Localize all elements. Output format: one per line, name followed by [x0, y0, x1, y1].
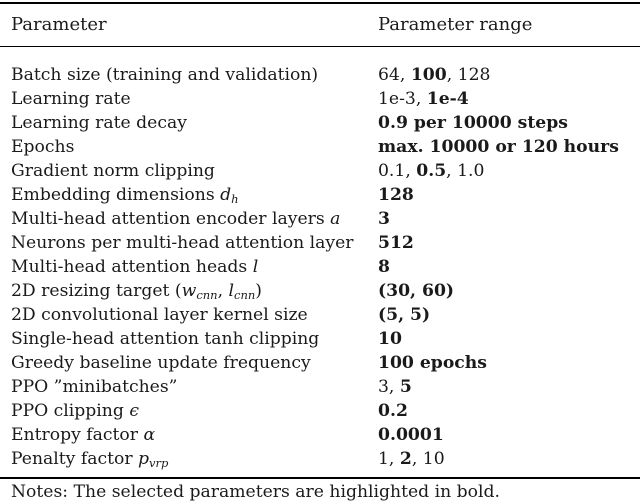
parameter-name — [11, 351, 311, 375]
selected-value: 0.0001 — [378, 425, 444, 445]
table-row — [0, 303, 640, 327]
parameter-label: Neurons per multi-head attention layer — [11, 233, 354, 253]
range-value: 1, — [378, 449, 400, 469]
parameter-label: Greedy baseline update frequency — [11, 353, 311, 373]
parameter-range — [378, 63, 490, 87]
table-row — [0, 183, 640, 207]
table-row — [0, 327, 640, 351]
parameter-symbol: l — [252, 257, 259, 277]
selected-value: 100 — [410, 65, 447, 85]
selected-value: 0.2 — [378, 401, 408, 421]
table-row — [0, 255, 640, 279]
range-value: , 128 — [446, 65, 491, 85]
parameter-range — [378, 279, 454, 303]
table-row — [0, 63, 640, 87]
table-row — [0, 447, 640, 471]
header-parameter: Parameter — [11, 14, 107, 35]
parameter-name — [11, 423, 155, 447]
header-parameter-range: Parameter range — [378, 14, 533, 35]
selected-value: 0.9 per 10000 steps — [378, 113, 568, 133]
parameter-label: Learning rate — [11, 89, 131, 109]
parameter-subscript: h — [231, 192, 239, 206]
parameter-range — [378, 159, 484, 183]
range-value: 0.1, — [378, 161, 417, 181]
parameter-label: 2D resizing target ( — [11, 281, 182, 301]
table-row — [0, 279, 640, 303]
table-row — [0, 111, 640, 135]
parameter-symbol: a — [330, 209, 341, 229]
parameter-name — [11, 375, 177, 399]
parameter-name — [11, 135, 74, 159]
parameter-range — [378, 327, 402, 351]
selected-value: max. 10000 or 120 hours — [378, 137, 619, 157]
selected-value: (30, 60) — [378, 281, 455, 301]
parameter-range — [378, 447, 445, 471]
selected-value: 100 epochs — [378, 353, 487, 373]
parameter-range — [378, 303, 430, 327]
parameter-label: PPO ”minibatches” — [11, 377, 178, 397]
parameter-label: Epochs — [11, 137, 75, 157]
parameter-symbol: l — [228, 281, 235, 301]
parameter-name — [11, 399, 139, 423]
parameter-name — [11, 159, 215, 183]
parameter-name — [11, 87, 131, 111]
parameter-symbol: d — [220, 185, 232, 205]
parameter-range — [378, 423, 444, 447]
table-header-row — [0, 13, 640, 37]
parameter-subscript: cnn — [234, 288, 256, 302]
parameter-label: Multi-head attention encoder layers — [11, 209, 331, 229]
parameter-name — [11, 447, 168, 475]
range-value: , 10 — [411, 449, 445, 469]
range-value: 1e-3, — [378, 89, 427, 109]
table-row — [0, 399, 640, 423]
selected-value: 2 — [399, 449, 412, 469]
table-row — [0, 135, 640, 159]
parameter-label-tail: ) — [255, 281, 262, 301]
table-header-rule — [0, 46, 640, 47]
table-notes: Notes: The selected parameters are highlighted in bold. — [11, 482, 500, 502]
selected-value: 5 — [399, 377, 412, 397]
range-value: , 1.0 — [446, 161, 485, 181]
parameter-name — [11, 111, 187, 135]
table-top-rule — [0, 2, 640, 4]
parameter-range — [378, 375, 412, 399]
selected-value: (5, 5) — [378, 305, 431, 325]
parameter-range — [378, 399, 408, 423]
parameter-symbol: ϵ — [129, 401, 139, 421]
parameter-symbol: α — [143, 425, 156, 445]
parameter-label: Single-head attention tanh clipping — [11, 329, 320, 349]
parameter-range — [378, 351, 487, 375]
table-row — [0, 375, 640, 399]
selected-value: 0.5 — [416, 161, 447, 181]
parameter-range — [378, 87, 469, 111]
parameter-range — [378, 255, 390, 279]
parameter-name — [11, 63, 318, 87]
parameter-label: Penalty factor — [11, 449, 139, 469]
table-row — [0, 87, 640, 111]
parameter-range — [378, 207, 390, 231]
parameter-range — [378, 135, 619, 159]
range-value: 64, — [378, 65, 411, 85]
parameter-name — [11, 327, 319, 351]
parameter-label: PPO clipping — [11, 401, 130, 421]
parameter-label: Multi-head attention heads — [11, 257, 253, 277]
range-value: 3, — [378, 377, 400, 397]
selected-value: 8 — [378, 257, 390, 277]
selected-value: 3 — [378, 209, 390, 229]
parameter-range — [378, 111, 568, 135]
parameter-name — [11, 231, 354, 255]
parameter-subscript: cnn — [196, 288, 218, 302]
parameter-label: Entropy factor — [11, 425, 144, 445]
parameter-name — [11, 207, 340, 231]
table-body — [0, 63, 640, 471]
table-row — [0, 423, 640, 447]
selected-value: 1e-4 — [426, 89, 469, 109]
parameter-symbol: w — [181, 281, 197, 301]
parameter-label: Gradient norm clipping — [11, 161, 215, 181]
parameter-label: Batch size (training and validation) — [11, 65, 319, 85]
table-row — [0, 231, 640, 255]
parameter-label: 2D convolutional layer kernel size — [11, 305, 308, 325]
parameter-label: Learning rate decay — [11, 113, 187, 133]
table-row — [0, 207, 640, 231]
table-row — [0, 159, 640, 183]
parameter-label-tail: , — [217, 281, 229, 301]
parameter-name — [11, 255, 258, 279]
parameter-subscript: vrp — [149, 456, 169, 470]
parameter-symbol: p — [138, 449, 150, 469]
parameter-range — [378, 231, 414, 255]
parameter-label: Embedding dimensions — [11, 185, 221, 205]
selected-value: 512 — [378, 233, 414, 253]
parameter-range — [378, 183, 414, 207]
selected-value: 128 — [378, 185, 414, 205]
table-bottom-rule — [0, 477, 640, 479]
table-row — [0, 351, 640, 375]
selected-value: 10 — [378, 329, 402, 349]
parameter-name — [11, 303, 308, 327]
